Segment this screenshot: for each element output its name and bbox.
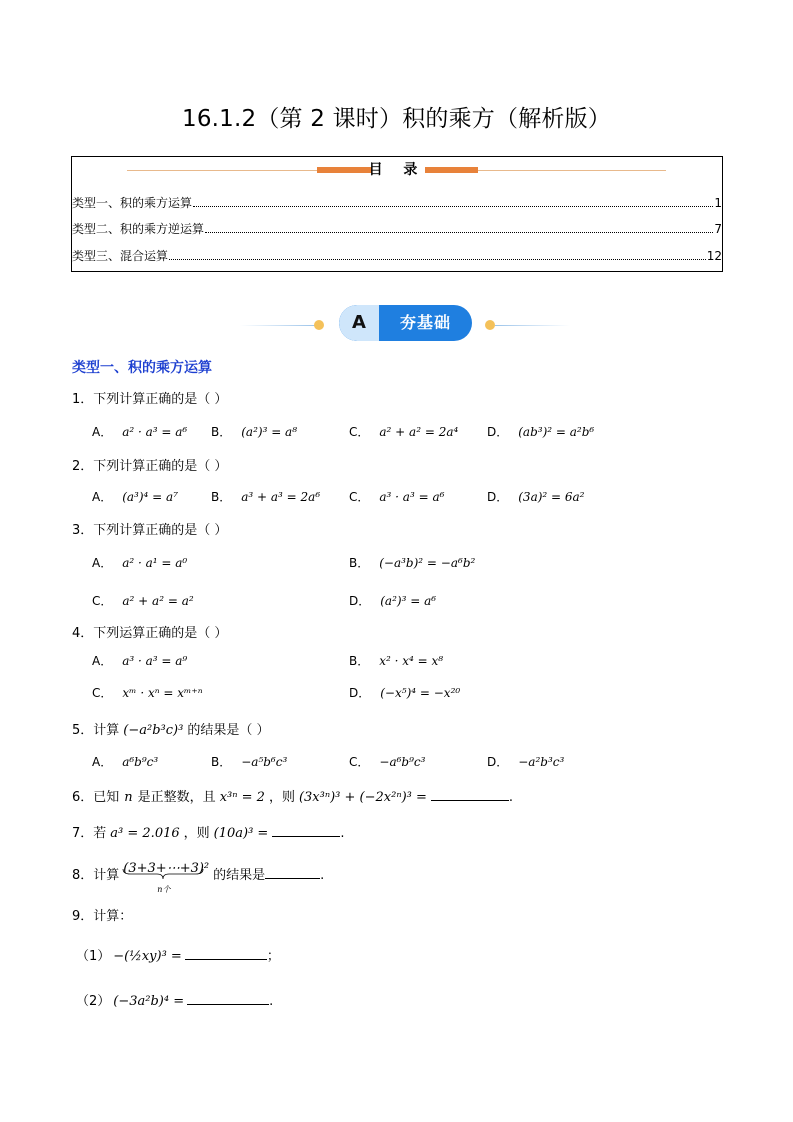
option-c[interactable] <box>349 753 425 770</box>
option-b[interactable] <box>211 488 320 505</box>
question-text: 的结果是 <box>213 868 266 883</box>
option-label: C． <box>92 594 113 608</box>
end-mark: . <box>269 994 274 1009</box>
question-number: 5． <box>72 723 94 738</box>
question-text: 下列计算正确的是（ ） <box>93 523 228 538</box>
question-math: (−a²b³c)³ <box>123 723 184 738</box>
answer-blank[interactable] <box>187 992 269 1005</box>
option-math: a³ · a³ = a⁹ <box>122 654 188 668</box>
type-heading: 类型一、积的乘方运算 <box>72 360 212 376</box>
option-label: C． <box>349 490 370 504</box>
question-6 <box>72 786 513 805</box>
condition-math: x³ⁿ = 2 <box>219 790 265 805</box>
expression-math: (3x³ⁿ)³ + (−2x²ⁿ)³ = <box>298 790 427 805</box>
answer-blank[interactable] <box>265 866 320 879</box>
question-text: 计算 <box>93 723 120 738</box>
underbrace <box>122 868 204 880</box>
question-3 <box>72 519 227 538</box>
option-b[interactable] <box>349 554 475 571</box>
question-2 <box>72 455 227 474</box>
option-label: C． <box>349 425 370 439</box>
variable-n: n <box>124 790 133 805</box>
toc-heading: 目 录 <box>368 162 426 178</box>
sub-question-label: （2） <box>76 994 111 1009</box>
section-rule-left <box>240 325 315 326</box>
option-label: A． <box>92 556 113 570</box>
end-mark: . <box>508 790 514 805</box>
option-label: B． <box>349 654 370 668</box>
toc-leader-dots <box>205 232 713 233</box>
option-a[interactable] <box>92 488 178 505</box>
option-math: (−a³b)² = −a⁶b² <box>379 556 476 570</box>
option-d[interactable] <box>487 423 594 440</box>
toc-item[interactable] <box>72 247 722 264</box>
option-label: B． <box>211 490 232 504</box>
answer-blank[interactable] <box>185 947 267 960</box>
option-d[interactable] <box>349 592 436 609</box>
option-label: B． <box>211 425 232 439</box>
option-math: (a³)⁴ = a⁷ <box>122 490 179 504</box>
option-math: xᵐ · xⁿ = xᵐ⁺ⁿ <box>122 686 203 700</box>
expression-math: (3+3+⋯+3)² <box>123 861 210 876</box>
answer-blank[interactable] <box>431 788 509 801</box>
option-b[interactable] <box>211 423 297 440</box>
sub-question-1 <box>76 945 280 964</box>
option-math: (3a)² = 6a² <box>518 490 585 504</box>
question-text: 下列运算正确的是（ ） <box>93 626 228 641</box>
toc-item[interactable] <box>72 194 722 211</box>
toc-item-label: 类型三、混合运算 <box>72 249 169 263</box>
toc-bar-right <box>425 167 478 173</box>
option-math: −a²b³c³ <box>518 755 565 769</box>
option-label: D． <box>349 686 371 700</box>
option-label: D． <box>487 425 509 439</box>
option-a[interactable] <box>92 753 158 770</box>
question-text: 计算： <box>93 909 133 924</box>
question-number: 6． <box>72 790 94 805</box>
option-a[interactable] <box>92 554 187 571</box>
option-label: B． <box>211 755 232 769</box>
option-math: (−x⁵)⁴ = −x²⁰ <box>380 686 461 700</box>
option-math: x² · x⁴ = x⁸ <box>379 654 444 668</box>
option-c[interactable] <box>92 592 194 609</box>
option-label: A． <box>92 755 113 769</box>
option-math: a³ · a³ = a⁶ <box>379 490 445 504</box>
option-math: a² + a² = a² <box>122 594 194 608</box>
section-banner <box>339 305 472 341</box>
question-number: 7． <box>72 826 94 841</box>
option-label: D． <box>349 594 371 608</box>
question-text: 下列计算正确的是（ ） <box>93 392 228 407</box>
toc-leader-dots <box>169 259 706 260</box>
option-label: A． <box>92 654 113 668</box>
option-d[interactable] <box>487 488 585 505</box>
option-label: D． <box>487 490 509 504</box>
question-number: 9． <box>72 909 94 924</box>
question-text: 下列计算正确的是（ ） <box>93 459 228 474</box>
table-of-contents <box>71 156 723 272</box>
option-c[interactable] <box>92 684 203 701</box>
toc-leader-dots <box>193 206 713 207</box>
option-c[interactable] <box>349 423 458 440</box>
section-dot-left <box>314 320 324 330</box>
option-c[interactable] <box>349 488 444 505</box>
section-rule-right <box>495 325 570 326</box>
question-1 <box>72 388 227 407</box>
toc-item[interactable] <box>72 220 722 237</box>
question-text: 已知 <box>93 790 120 805</box>
sub-question-2 <box>76 990 273 1009</box>
expression-math: (10a)³ = <box>213 826 269 841</box>
option-math: (ab³)² = a²b⁶ <box>518 425 595 439</box>
option-math: a⁶b⁹c³ <box>122 755 159 769</box>
question-7 <box>72 822 344 841</box>
option-d[interactable] <box>349 684 460 701</box>
question-5 <box>72 719 269 738</box>
option-label: D． <box>487 755 509 769</box>
option-math: a² · a³ = a⁶ <box>122 425 188 439</box>
question-number: 2． <box>72 459 94 474</box>
option-math: (a²)³ = a⁶ <box>380 594 437 608</box>
end-mark: . <box>320 868 325 883</box>
toc-item-label: 类型一、积的乘方运算 <box>72 196 193 210</box>
option-math: (a²)³ = a⁸ <box>241 425 298 439</box>
option-label: A． <box>92 425 113 439</box>
option-math: −a⁵b⁶c³ <box>241 755 288 769</box>
option-a[interactable] <box>92 652 187 669</box>
option-label: C． <box>92 686 113 700</box>
page-title: 16.1.2（第 2 课时）积的乘方（解析版） <box>181 106 611 132</box>
question-4 <box>72 622 227 641</box>
question-9 <box>72 905 132 924</box>
option-label: A． <box>92 490 113 504</box>
condition-math: a³ = 2.016 <box>110 826 180 841</box>
option-label: C． <box>349 755 370 769</box>
question-number: 1． <box>72 392 94 407</box>
option-math: a² + a² = 2a⁴ <box>379 425 459 439</box>
end-mark: . <box>340 826 345 841</box>
question-text: 若 <box>93 826 107 841</box>
toc-item-page: 7 <box>714 222 722 236</box>
section-label: 夯基础 <box>399 313 451 332</box>
question-text: 计算 <box>93 868 120 883</box>
question-number: 8． <box>72 868 94 883</box>
question-text: 是正整数，且 <box>137 790 216 805</box>
toc-item-page: 12 <box>706 249 722 263</box>
expression-math: −(½xy)³ = <box>113 949 182 964</box>
question-text: 的结果是（ ） <box>187 723 270 738</box>
brace-label: n个 <box>157 885 171 894</box>
toc-rule-right <box>478 170 666 171</box>
option-math: −a⁶b⁹c³ <box>379 755 426 769</box>
option-d[interactable] <box>487 753 564 770</box>
question-number: 4． <box>72 626 94 641</box>
toc-item-page: 1 <box>714 196 722 210</box>
option-b[interactable] <box>211 753 287 770</box>
section-dot-right <box>485 320 495 330</box>
toc-item-label: 类型二、积的乘方逆运算 <box>72 222 205 236</box>
option-math: a² · a¹ = a⁰ <box>122 556 188 570</box>
question-number: 3． <box>72 523 94 538</box>
option-label: B． <box>349 556 370 570</box>
question-text: ，则 <box>183 826 210 841</box>
option-math: a³ + a³ = 2a⁶ <box>241 490 321 504</box>
section-letter: A <box>339 305 379 341</box>
question-text: ，则 <box>268 790 295 805</box>
end-mark: ； <box>266 949 280 964</box>
option-a[interactable] <box>92 423 187 440</box>
answer-blank[interactable] <box>272 824 340 837</box>
option-b[interactable] <box>349 652 443 669</box>
sub-question-label: （1） <box>76 949 111 964</box>
expression-math: (−3a²b)⁴ = <box>113 994 185 1009</box>
